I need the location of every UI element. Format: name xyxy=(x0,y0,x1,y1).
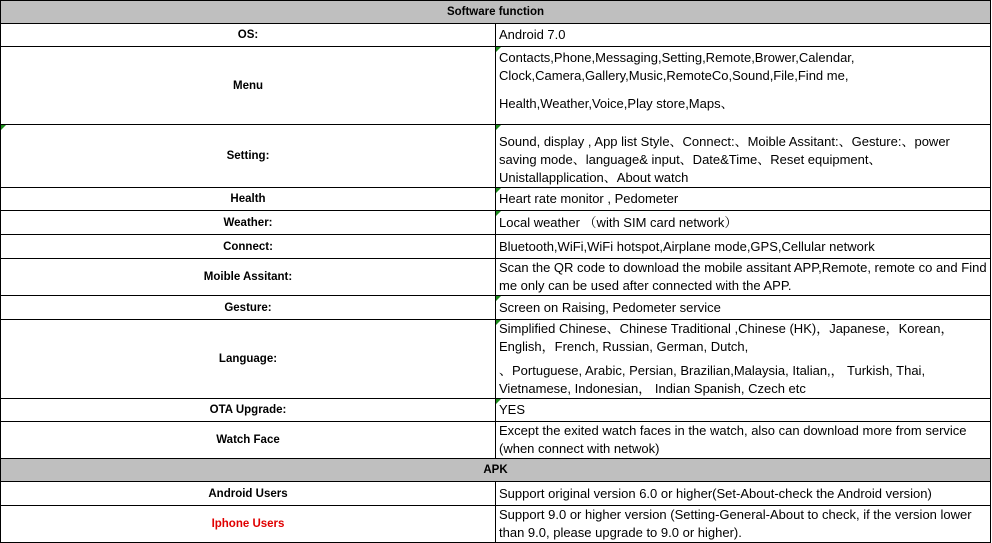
table-row xyxy=(1,188,991,211)
row-label-watchface: Watch Face xyxy=(1,422,496,459)
row-label-ota: OTA Upgrade: xyxy=(1,399,496,422)
row-value-setting xyxy=(496,125,991,188)
row-value-gesture: Screen on Raising, Pedometer service xyxy=(496,296,991,320)
row-label-assistant: Moible Assitant: xyxy=(1,259,496,296)
row-label-android: Android Users xyxy=(1,482,496,506)
row-label-os: OS: xyxy=(1,24,496,47)
row-value-android: Support original version 6.0 or higher(Set-About-check the Android version) xyxy=(496,482,991,506)
section-title-apk: APK xyxy=(1,459,991,482)
section-header-apk xyxy=(1,459,991,482)
row-value-os: Android 7.0 xyxy=(496,24,991,47)
row-label-iphone: Iphone Users xyxy=(1,506,496,543)
table-row xyxy=(1,259,991,296)
row-value-weather: Local weather （with SIM card network） xyxy=(496,211,991,235)
table-row xyxy=(1,235,991,259)
row-value-watchface: Except the exited watch faces in the watch, also can download more from service (when connect with netwok) xyxy=(496,422,991,459)
setting-line-2: Unistallapplication、About watch xyxy=(499,170,689,185)
setting-line-1: Sound, display , App list Style、Connect:、Moible Assitant:、Gesture:、power saving mode、language& input、Date&Time、Reset equipment、 xyxy=(499,134,950,167)
table-row xyxy=(1,296,991,320)
row-label-weather: Weather: xyxy=(1,211,496,235)
menu-line-1: Contacts,Phone,Messaging,Setting,Remote,Brower,Calendar, Clock,Camera,Gallery,Music,RemoteCo,Sound,File,Find me, xyxy=(499,50,855,83)
language-line-2: 、Portuguese, Arabic, Persian, Brazilian,Malaysia, Italian,， Turkish, Thai, Vietnamese, Indonesian， Indian Spanish, Czech etc xyxy=(499,363,926,396)
section-title-software: Software function xyxy=(1,1,991,24)
row-value-iphone: Support 9.0 or higher version (Setting-General-About to check, if the version lower than 9.0, please upgrade to 9.0 or higher). xyxy=(496,506,991,543)
table-row xyxy=(1,47,991,125)
table-row xyxy=(1,422,991,459)
table-row xyxy=(1,24,991,47)
row-value-assistant: Scan the QR code to download the mobile assitant APP,Remote, remote co and Find me only can be used after connected with the APP. xyxy=(496,259,991,296)
table-row xyxy=(1,506,991,543)
row-label-connect: Connect: xyxy=(1,235,496,259)
row-value-menu xyxy=(496,47,991,125)
table-row xyxy=(1,482,991,506)
menu-line-2: Health,Weather,Voice,Play store,Maps、 xyxy=(499,96,734,111)
row-label-menu: Menu xyxy=(1,47,496,125)
row-value-connect: Bluetooth,WiFi,WiFi hotspot,Airplane mode,GPS,Cellular network xyxy=(496,235,991,259)
row-label-health: Health xyxy=(1,188,496,211)
table-row xyxy=(1,320,991,399)
row-label-gesture: Gesture: xyxy=(1,296,496,320)
table-row xyxy=(1,125,991,188)
table-row xyxy=(1,211,991,235)
row-value-health: Heart rate monitor , Pedometer xyxy=(496,188,991,211)
row-value-language xyxy=(496,320,991,399)
table-row xyxy=(1,399,991,422)
row-label-language: Language: xyxy=(1,320,496,399)
row-value-ota: YES xyxy=(496,399,991,422)
section-header-software xyxy=(1,1,991,24)
row-label-setting: Setting: xyxy=(1,125,496,188)
language-line-1: Simplified Chinese、Chinese Traditional ,Chinese (HK)，Japanese，Korean，English，French, Russian, German, Dutch, xyxy=(499,321,954,354)
